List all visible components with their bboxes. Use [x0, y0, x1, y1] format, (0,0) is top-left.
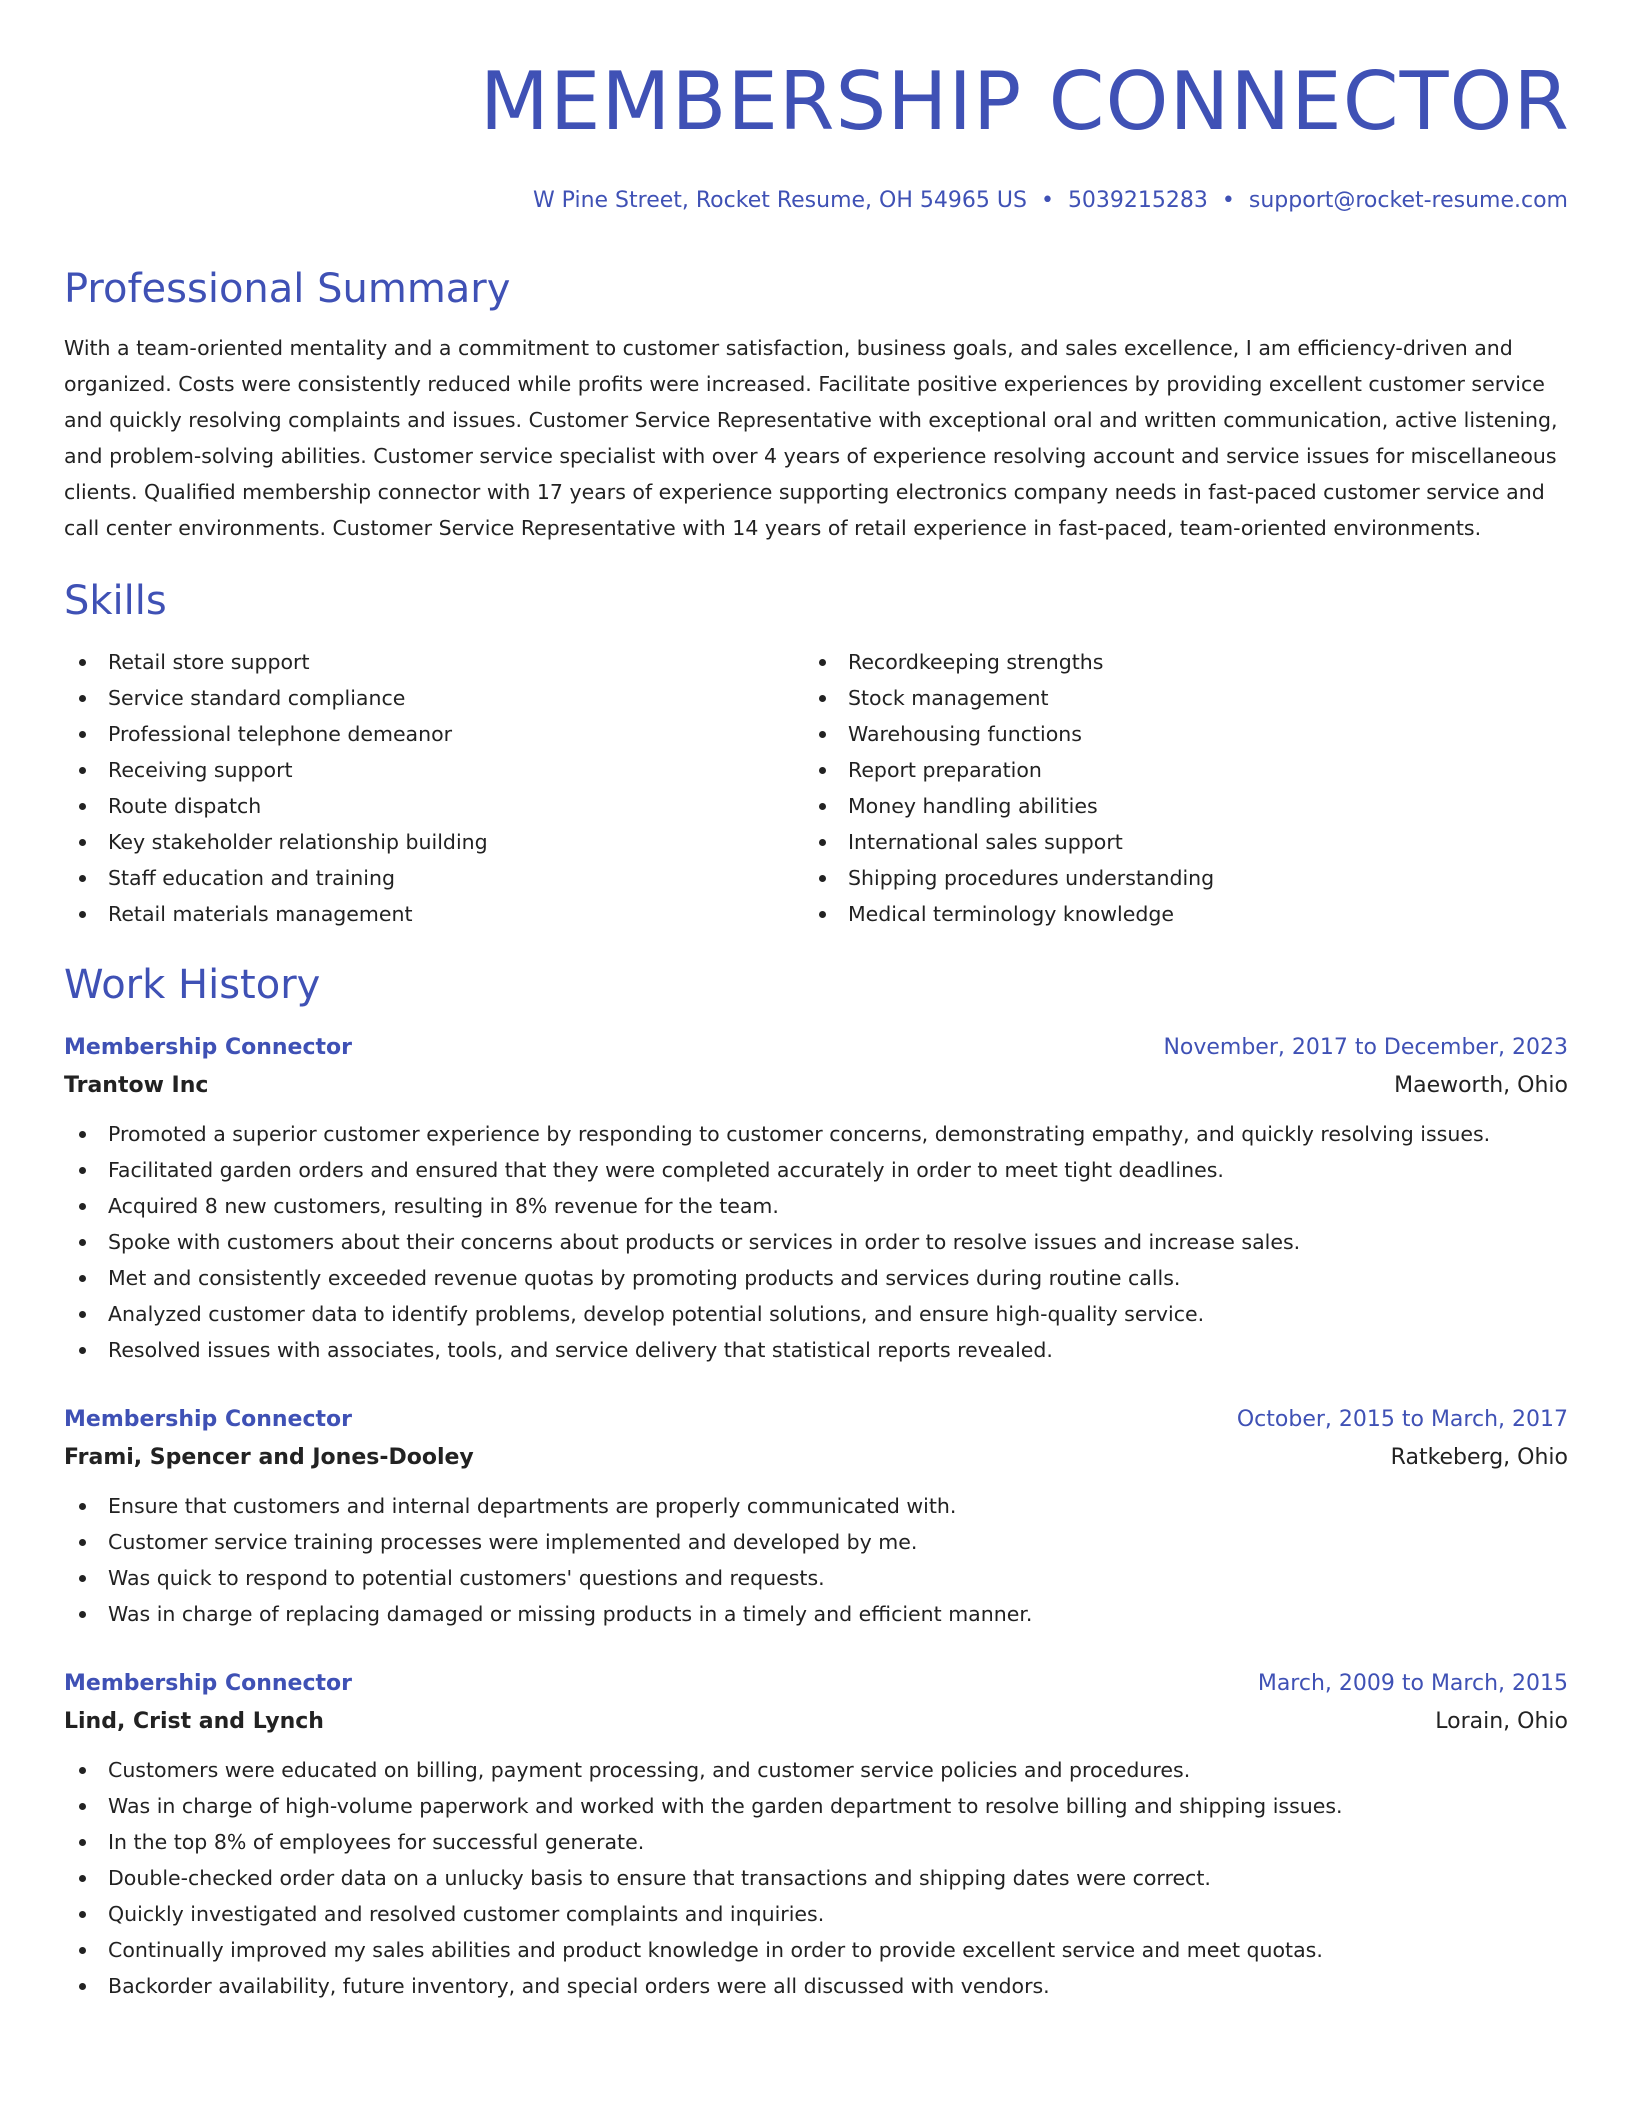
contact-separator: •	[1040, 188, 1054, 213]
contact-line	[64, 186, 1568, 216]
job-bullet: Double-checked order data on a unlucky basis to ensure that transactions and shipping dates were correct.	[64, 1860, 1568, 1896]
skill-item: Money handling abilities	[804, 788, 1544, 824]
job-location: Maeworth, Ohio	[1394, 1073, 1568, 1098]
skill-item: Route dispatch	[64, 788, 804, 824]
section-title-summary: Professional Summary	[64, 266, 511, 312]
job-entry	[64, 1030, 1568, 1368]
skills-list-left	[64, 644, 804, 932]
skill-item: Key stakeholder relationship building	[64, 824, 804, 860]
skills-columns	[64, 644, 1568, 932]
skill-item: Warehousing functions	[804, 716, 1544, 752]
skill-item: Retail store support	[64, 644, 804, 680]
job-bullet: Customer service training processes were implemented and developed by me.	[64, 1524, 1568, 1560]
professional-summary-section	[64, 264, 1568, 546]
job-title: Membership Connector	[64, 1671, 352, 1696]
skill-item: Recordkeeping strengths	[804, 644, 1544, 680]
candidate-name: MEMBERSHIP CONNECTOR	[479, 55, 1570, 148]
job-bullet: Customers were educated on billing, payment processing, and customer service policies and procedures.	[64, 1752, 1568, 1788]
job-bullet: In the top 8% of employees for successful generate.	[64, 1824, 1568, 1860]
job-company: Trantow Inc	[64, 1073, 209, 1098]
job-company: Frami, Spencer and Jones-Dooley	[64, 1445, 474, 1470]
job-bullet: Promoted a superior customer experience by responding to customer concerns, demonstrating empathy, and quickly resolving issues.	[64, 1116, 1568, 1152]
job-title: Membership Connector	[64, 1035, 352, 1060]
work-history-section	[64, 960, 1568, 2004]
job-bullet: Was quick to respond to potential customers' questions and requests.	[64, 1560, 1568, 1596]
contact-address: W Pine Street, Rocket Resume, OH 54965 US	[532, 188, 1027, 213]
job-bullet: Met and consistently exceeded revenue quotas by promoting products and services during routine calls.	[64, 1260, 1568, 1296]
summary-text: With a team-oriented mentality and a commitment to customer satisfaction, business goals, and sales excellence, I am efficiency-driven and organized. Costs were consistently reduced while profits were increased. Facilitate positive experiences by providing excellent customer service and quickly resolving complaints and issues. Customer Service Representative with exceptional oral and written communication, active listening, and problem-solving abilities. Customer service specialist with over 4 years of experience resolving account and service issues for miscellaneous clients. Qualified membership connector with 17 years of experience supporting electronics company needs in fast-paced customer service and call center environments. Customer Service Representative with 14 years of retail experience in fast-paced, team-oriented environments.	[64, 336, 1558, 540]
skill-item: Shipping procedures understanding	[804, 860, 1544, 896]
skill-item: Report preparation	[804, 752, 1544, 788]
job-dates: March, 2009 to March, 2015	[1257, 1671, 1568, 1696]
job-entry	[64, 1402, 1568, 1632]
job-bullet: Quickly investigated and resolved customer complaints and inquiries.	[64, 1896, 1568, 1932]
job-bullet: Spoke with customers about their concerns about products or services in order to resolve issues and increase sales.	[64, 1224, 1568, 1260]
job-entry	[64, 1666, 1568, 2004]
skill-item: Medical terminology knowledge	[804, 896, 1544, 932]
section-title-work-history: Work History	[64, 962, 321, 1008]
job-bullet: Analyzed customer data to identify problems, develop potential solutions, and ensure high-quality service.	[64, 1296, 1568, 1332]
job-bullet: Was in charge of replacing damaged or missing products in a timely and efficient manner.	[64, 1596, 1568, 1632]
job-bullet: Ensure that customers and internal departments are properly communicated with.	[64, 1488, 1568, 1524]
job-bullet: Backorder availability, future inventory, and special orders were all discussed with vendors.	[64, 1968, 1568, 2004]
job-bullet: Was in charge of high-volume paperwork and worked with the garden department to resolve billing and shipping issues.	[64, 1788, 1568, 1824]
skill-item: Service standard compliance	[64, 680, 804, 716]
job-bullet: Acquired 8 new customers, resulting in 8% revenue for the team.	[64, 1188, 1568, 1224]
job-location: Ratkeberg, Ohio	[1390, 1445, 1568, 1470]
skills-list-right	[804, 644, 1544, 932]
section-title-skills: Skills	[64, 578, 167, 624]
job-bullet: Facilitated garden orders and ensured that they were completed accurately in order to meet tight deadlines.	[64, 1152, 1568, 1188]
skill-item: Receiving support	[64, 752, 804, 788]
job-company: Lind, Crist and Lynch	[64, 1709, 324, 1734]
job-bullets	[64, 1752, 1568, 2004]
skill-item: Staff education and training	[64, 860, 804, 896]
job-bullet: Continually improved my sales abilities and product knowledge in order to provide excellent service and meet quotas.	[64, 1932, 1568, 1968]
job-bullets	[64, 1116, 1568, 1368]
contact-phone: 5039215283	[1067, 188, 1208, 213]
skill-item: Retail materials management	[64, 896, 804, 932]
skill-item: Professional telephone demeanor	[64, 716, 804, 752]
skill-item: International sales support	[804, 824, 1544, 860]
job-title: Membership Connector	[64, 1407, 352, 1432]
job-location: Lorain, Ohio	[1435, 1709, 1568, 1734]
job-dates: October, 2015 to March, 2017	[1236, 1407, 1568, 1432]
skills-section	[64, 576, 1568, 932]
job-bullet: Resolved issues with associates, tools, and service delivery that statistical reports revealed.	[64, 1332, 1568, 1368]
skill-item: Stock management	[804, 680, 1544, 716]
contact-email: support@rocket-resume.com	[1248, 188, 1568, 213]
job-bullets	[64, 1488, 1568, 1632]
job-dates: November, 2017 to December, 2023	[1163, 1035, 1568, 1060]
contact-separator: •	[1221, 188, 1235, 213]
